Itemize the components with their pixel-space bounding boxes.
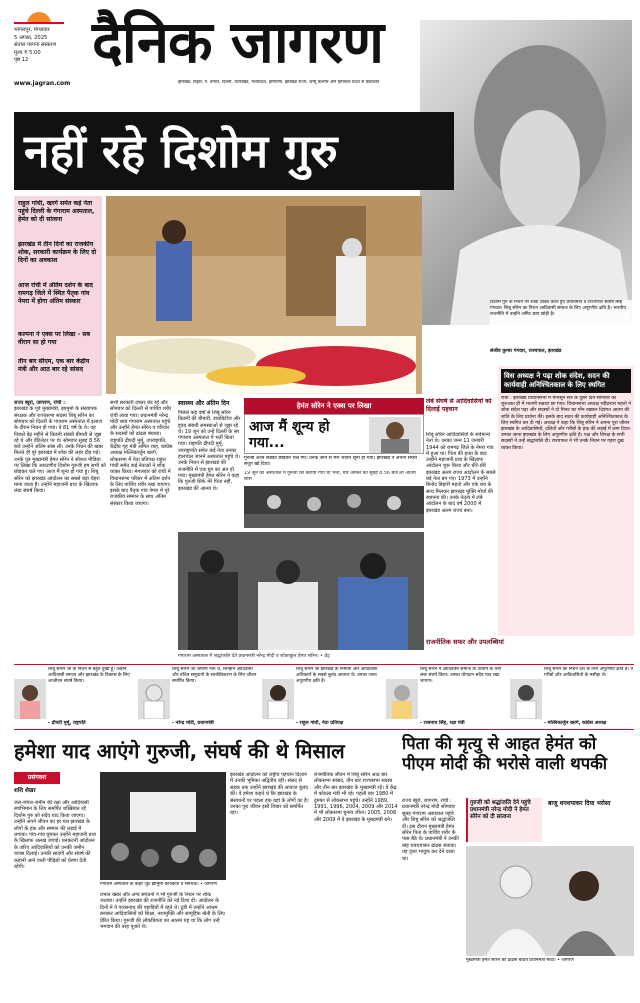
story3	[426, 432, 496, 662]
edition-date: 5 अगस्त, 2025	[14, 34, 48, 41]
tribute-4	[386, 667, 506, 729]
tribute-4-text: शिबू सोरेन ने आदिवासी समाज के उत्थान के लिए लंबा संघर्ष किया। उनका योगदान सदैव याद रखा जाएगा।	[420, 667, 502, 684]
hospital-tribute-photo	[106, 196, 422, 394]
tribute-2-text: शिबू सोरेन जी जमीनी नेता थे, जिन्होंने आदिवासी और वंचित समुदायों के सशक्तिकरण के लिए जीवन समर्पित किया।	[172, 667, 257, 684]
bottom-right-quote-2: बाजू थपथपाकर दिया भरोसा	[548, 800, 611, 807]
tributes-row	[14, 664, 634, 730]
bullet-4: कल्पना ने एक्स पर लिखा - सब वीरान सा हो गया	[18, 331, 91, 346]
lead-headline: नहीं रहे दिशोम गुरु	[24, 124, 338, 178]
story2-body: पिछले कई वर्षों से शिबू सोरेन किडनी की बीमारी, डायबिटीज और हृदय संबंधी समस्याओं से जूझ रहे थे। 19 जून को उन्हें दिल्ली के सर गंगाराम अस्पताल में भर्ती किया गया। राष्ट्रपति द्रौपदी मुर्मू, उपराष्ट्रपति समेत कई नेता उनका हालचाल जानने अस्पताल पहुंचे थे। उनके निधन से झारखंड की राजनीति में एक युग का अंत हो गया। मुख्यमंत्री हेमंत सोरेन ने कहा कि गुरुजी सिर्फ मेरे पिता नहीं, झारखंड की आत्मा थे।	[178, 410, 241, 492]
newspaper-title: दैनिक जागरण	[92, 8, 384, 76]
tribute-4-who: - राजनाथ सिंह, रक्षा मंत्री	[420, 721, 465, 726]
bottom-left-col2: प्रभात खबर और अन्य संगठनों ने भी गुरुजी के निधन पर शोक जताया। उन्होंने झारखंड की राजनीति को नई दिशा दी। आंदोलन के दिनों में वे पारसनाथ की पहाड़ियों में रहते थे। टुंडी में उन्होंने आश्रम बनाकर आदिवासियों को शिक्षा, नशामुक्ति और सामूहिक खेती के लिए प्रेरित किया। गुरुजी की लोकप्रियता का आलम यह था कि लोग उन्हें भगवान की तरह पूजते थे।	[100, 892, 225, 931]
tribute-3-who: - राहुल गांधी, नेता प्रतिपक्ष	[296, 721, 344, 726]
story3-body-cont: शिबू सोरेन आदिवासियों के सर्वमान्य नेता थे। उनका जन्म 11 जनवरी 1944 को रामगढ़ जिले के नेमरा गांव में हुआ था। पिता की हत्या के बाद उन्होंने महाजनी प्रथा के खिलाफ आंदोलन शुरू किया और धीरे-धीरे झारखंड अलग राज्य आंदोलन के सबसे बड़े नेता बन गए। 1973 में उन्होंने बिनोद बिहारी महतो और एके राय के साथ मिलकर झारखंड मुक्ति मोर्चा की स्थापना की। उनके नेतृत्व में लंबे आंदोलन के बाद वर्ष 2000 में झारखंड अलग राज्य बना।	[426, 432, 496, 514]
edition-version: संताल परगना संस्करण	[14, 42, 57, 48]
quote-box	[244, 414, 424, 454]
states-line: झारखंड, बिहार, प. बंगाल, दिल्ली, उत्तराखंड, मध्यप्रदेश, हरियाणा, झारखंड राज्य, जम्मू कश्मीर और हिमाचल प्रदेश से प्रकाशित	[178, 80, 380, 85]
bullet-5: तीन बार सीएम, एक बार केंद्रीय मंत्री और आठ बार रहे सांसद	[18, 358, 90, 373]
bottom-left-col1: जल-जंगल-जमीन की रक्षा और आदिवासी स्वाभिमान के लिए समर्पित शख्सियत रहे दिशोम गुरु को सदैव याद किया जाएगा। उन्होंने अपने जीवन का हर पल झारखंड के लोगों के हक और सम्मान की लड़ाई में लगाया। गांव-गांव घूमकर उन्होंने महाजनी प्रथा के खिलाफ अलख जगाई। धनकटनी आंदोलन के जरिए आदिवासियों को उनकी जमीन वापस दिलाई। उनकी सादगी और संघर्ष की कहानी आने वाली पीढ़ियों को प्रेरणा देती रहेगी।	[14, 800, 96, 871]
story3-head: लंबे संघर्ष से आदिवासियों को दिलाई पहचान	[426, 398, 492, 413]
modi-hemant-caption: मुख्यमंत्री हेमंत सोरेन को ढांढस बंधाते प्रधानमंत्री मोदी। • जागरण	[466, 958, 574, 963]
bullet-2: झारखंड में तीन दिनों का राजकीय शोक, सरकारी कार्यक्रम के लिए दो दिनों का अवकाश	[18, 241, 97, 264]
story3-head2: राजनीतिक सफर और उपलब्धियां	[426, 638, 504, 646]
column-author: शशि शेखर	[14, 788, 36, 794]
sidebar-headline: विस अध्यक्ष ने पढ़ा शोक संदेश, सदन की कार्यवाही अनिश्चितकाल के लिए स्थगित	[501, 369, 631, 393]
kharge-photo	[510, 679, 542, 719]
quote-text: आज मैं शून्य हो गया...	[249, 419, 330, 451]
modi-hemant-photo	[466, 846, 634, 956]
edition-info	[14, 27, 86, 65]
tribute-2	[138, 667, 258, 729]
modi-photo	[138, 679, 170, 719]
tribute-5	[510, 667, 634, 729]
crowd-photo	[178, 532, 424, 650]
story1-col1	[14, 400, 106, 655]
portrait-caption: दिशोम गुरु के निधन पर शोक व्यक्त करते हुए प्रधानमंत्री व राज्यपाल संतोष सिंह गंगवार। शिबू सोरेन का निधन आदिवासी समाज के लिए अपूरणीय क्षति है। भारतीय राजनीति में उन्होंने अमिट छाप छोड़ी है।	[490, 300, 635, 344]
tribute-5-text: शिबू सोरेन का निधन देश के लिए अपूरणीय क्षति है। वे गरीबों और आदिवासियों के मसीहा थे।	[544, 667, 634, 678]
price: मूल्य ₹ 5.00	[14, 49, 41, 56]
bullet-3: आज रांची में अंतिम दर्शन के बाद रामगढ़ जिले में स्थित पैतृक गांव नेमरा में होगा अंतिम संस्कार	[18, 282, 93, 305]
tribute-3-text: शिबू सोरेन जी झारखंड के निर्माता और आदिवासी अधिकारों के सबसे बुलंद आवाज थे। उनका जाना अपूरणीय क्षति है।	[296, 667, 378, 684]
tribute-1-who: - द्रौपदी मुर्मू, राष्ट्रपति	[48, 721, 86, 726]
bottom-right-body: राज्य ब्यूरो, जागरण, रांची : प्रधानमंत्री नरेन्द्र मोदी सोमवार सुबह गंगाराम अस्पताल पहुंचे और शिबू सोरेन को श्रद्धांजलि दी। इस दौरान मुख्यमंत्री हेमंत सोरेन पिता के पार्थिव शरीर के पास बैठे थे। प्रधानमंत्री ने उनकी बांह थपथपाकर ढांढस बंधाया। यह दृश्य भावुक कर देने वाला था।	[402, 798, 459, 862]
rajnath-photo	[386, 679, 418, 719]
sidebar-body: रांची : झारखंड विधानसभा में मानसून सत्र के दूसरे दिन सोमवार को शुरुआत ही में मातमी सन्नाटा छा गया। विधानसभा अध्यक्ष रवींद्रनाथ महतो ने शोक संदेश पढ़ा और सदस्यों ने दो मिनट का मौन रखकर दिवंगत आत्मा की शांति के लिए प्रार्थना की। इसके बाद सदन की कार्यवाही अनिश्चितकाल के लिए स्थगित कर दी गई। अध्यक्ष ने कहा कि शिबू सोरेन ने अपना पूरा जीवन झारखंड के आदिवासियों, दलितों और गरीबों के हक की लड़ाई में लगा दिया। उनका जाना झारखंड के लिए अपूरणीय क्षति है। पक्ष और विपक्ष के सभी सदस्यों ने उन्हें श्रद्धांजलि दी। राज्यपाल ने भी उनके निधन पर गहरा दुख व्यक्त किया।	[501, 396, 631, 451]
quote-bullet-1: गुरुजी आज सबको छोड़कर चले गए। उनके जाने से मेरा जीवन सूना हो गया। झारखंड ने अपना सच्चा सपूत खो दिया।	[244, 456, 417, 468]
assembly-sidebar	[498, 366, 634, 636]
bullet-1: राहुल गांधी, खरगे समेत कई नेता पहुंचे दिल्ली के गंगाराम अस्पताल, हेमंत को दी सांत्वना	[18, 200, 95, 223]
lead-bullets	[14, 196, 102, 396]
bottom-left-col3: झारखंड आंदोलन को राष्ट्रीय पहचान दिलाने में उनकी भूमिका अद्वितीय रही। संसद से सड़क तक उन्होंने झारखंड की आवाज बुलंद की। वे हमेशा कहते थे कि झारखंड के संसाधनों पर पहला हक यहां के लोगों का है। उनका पूरा जीवन इसी विचार को समर्पित रहा।	[230, 772, 309, 817]
quote-head: हेमंत सोरेन ने एक्स पर लिखा	[244, 398, 424, 414]
supporters-caption: गंगाराम अस्पताल के बाहर जुटे झामुमो कार्यकर्ता व समर्थक। • जागरण	[100, 882, 217, 887]
tribute-3	[262, 667, 382, 729]
story1-body: झारखंड के पूर्व मुख्यमंत्री, झामुमो के संस्थापक संरक्षक और राज्यसभा सदस्य शिबू सोरेन का सोमवार को दिल्ली के गंगाराम अस्पताल में इलाज के दौरान निधन हो गया। वे 81 वर्ष के थे। वह पिछले डेढ़ महीने से किडनी संबंधी बीमारी से जूझ रहे थे और वेंटिलेटर पर थे। सोमवार सुबह 8.56 बजे उन्होंने अंतिम सांस ली। उनके निधन की खबर मिलते ही पूरे झारखंड में शोक की लहर दौड़ गई। उनके पुत्र मुख्यमंत्री हेमंत सोरेन ने सोशल मीडिया पर लिखा कि आदरणीय दिशोम गुरुजी हम सभी को छोड़कर चले गए। आज मैं शून्य हो गया हूं। शिबू सोरेन को झारखंड आंदोलन का सबसे बड़ा चेहरा माना जाता है। उन्होंने महाजनी प्रथा के खिलाफ लंबा संघर्ष किया।	[14, 406, 106, 495]
column-tag: प्रसंगवश	[14, 772, 60, 784]
bottom-left-col4: राजनीतिक जीवन में शिबू सोरेन आठ बार लोकसभा सांसद, तीन बार राज्यसभा सदस्य और तीन बार झारखंड के मुख्यमंत्री रहे। वे केंद्र में कोयला मंत्री भी रहे। पहली बार 1980 में दुमका से लोकसभा पहुंचे। उन्होंने 1989, 1991, 1996, 2004, 2009 और 2014 में भी लोकसभा चुनाव जीता। 2005, 2008 और 2009 में वे झारखंड के मुख्यमंत्री बने।	[314, 772, 398, 823]
quote-bullet-2: 19 जून को अस्पताल में गुरुजी को कराया गया था भर्ती, चार अगस्त को सुबह 8.56 बजे ली अंतिम सांस	[244, 471, 416, 483]
story1-byline: राज्य ब्यूरो, जागरण, रांची :	[14, 400, 66, 406]
murmu-photo	[14, 679, 46, 719]
jagran-logo	[14, 8, 64, 24]
rahul-photo	[262, 679, 294, 719]
bottom-right-headline: पिता की मृत्यु से आहत हेमंत को पीएम मोदी की भरोसे वाली थपकी	[402, 734, 608, 773]
tribute-1-text: शिबू सोरेन जी के निधन से बहुत दुखी हूं। उन्होंने आदिवासी समाज और झारखंड के विकास के लिए आजीवन संघर्ष किया।	[48, 667, 130, 684]
tribute-5-who: - मल्लिकार्जुन खरगे, कांग्रेस अध्यक्ष	[544, 721, 607, 726]
headline-bar	[14, 112, 454, 190]
bottom-right-quote-1: गुरुजी को श्रद्धांजलि देने पहुंचे प्रधानमंत्री नरेन्द्र मोदी ने हेमंत सोरेन को दी सांत्वना	[466, 798, 542, 842]
site-url[interactable]: www.jagran.com	[14, 80, 71, 87]
page-count: पृष्ठ 12	[14, 57, 29, 63]
tribute-2-who: - नरेन्द्र मोदी, प्रधानमंत्री	[172, 721, 214, 726]
story2-head: स्वास्थ्य और अंतिम दिन	[178, 400, 230, 407]
bottom-left-headline: हमेशा याद आएंगे गुरुजी, संघर्ष की थे मिसाल	[14, 739, 345, 763]
tribute-1	[14, 667, 134, 729]
main-photo-caption: गंगाराम अस्पताल में श्रद्धांजलि देते प्रधानमंत्री नरेन्द्र मोदी व शोकाकुल हेमंत सोरेन। • प्रेट्र	[178, 654, 330, 659]
hemant-avatar-photo	[369, 417, 421, 453]
edition-city: भागलपुर, मंगलवार	[14, 27, 50, 33]
parliament-photo	[244, 486, 424, 528]
story1-col2: सभी सरकारी दफ्तर बंद रहे और सोमवार को दिल्ली से पार्थिव शरीर रांची लाया गया। प्रधानमंत्री नरेन्द्र मोदी स्वयं गंगाराम अस्पताल पहुंचे और उन्होंने हेमंत सोरेन व परिवार के सदस्यों को ढांढस बंधाया। राष्ट्रपति द्रौपदी मुर्मू, उपराष्ट्रपति, केंद्रीय गृह मंत्री अमित शाह, कांग्रेस अध्यक्ष मल्लिकार्जुन खरगे, लोकसभा में नेता प्रतिपक्ष राहुल गांधी समेत कई नेताओं ने शोक व्यक्त किया। मंगलवार को रांची में विधानसभा परिसर में अंतिम दर्शन के लिए पार्थिव शरीर रखा जाएगा। इसके बाद पैतृक गांव नेमरा में पूरे राजकीय सम्मान के साथ अंतिम संस्कार किया जाएगा।	[110, 400, 173, 507]
portrait-credit: संजीव कुमार गंगवार, राज्यपाल, झारखंड	[490, 349, 562, 354]
supporters-photo	[100, 772, 226, 880]
